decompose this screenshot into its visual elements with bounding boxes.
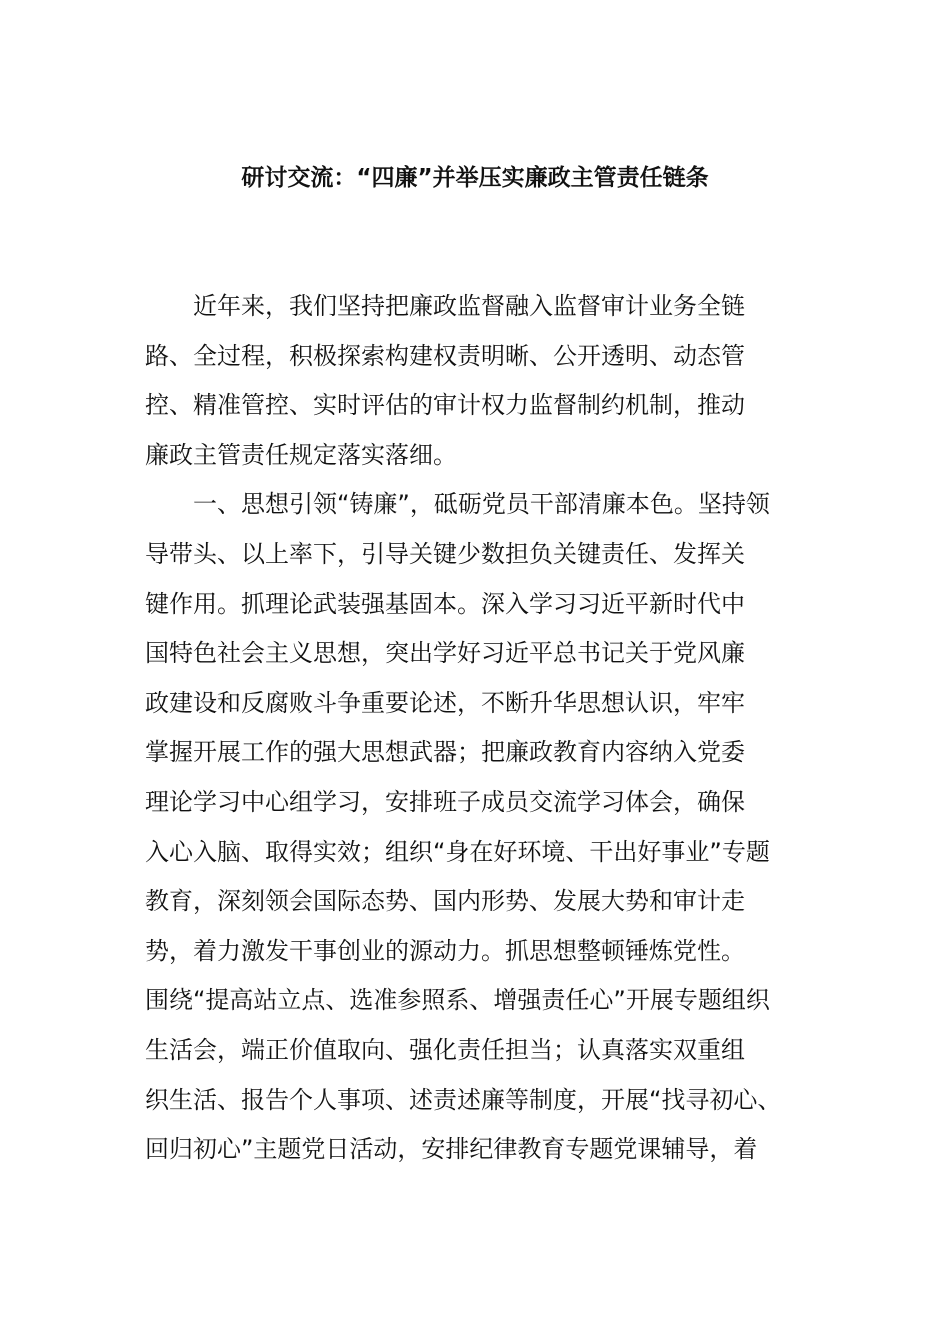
paragraph-1-line: 控、精准管控、实时评估的审计权力监督制约机制，推动 — [145, 391, 745, 420]
paragraph-2-line: 政建设和反腐败斗争重要论述，不断升华思想认识，牢牢 — [145, 688, 745, 717]
paragraph-2-line: 教育，深刻领会国际态势、国内形势、发展大势和审计走 — [145, 887, 745, 916]
paragraph-2-line: 织生活、报告个人事项、述责述廉等制度，开展“找寻初心、 — [145, 1085, 782, 1114]
paragraph-2-line: 势，着力激发干事创业的源动力。抓思想整顿锤炼党性。 — [145, 936, 745, 965]
paragraph-2-line: 入心入脑、取得实效；组织“身在好环境、干出好事业”专题 — [145, 837, 770, 866]
paragraph-2-line: 生活会，端正价值取向、强化责任担当；认真落实双重组 — [145, 1035, 745, 1064]
paragraph-2-line: 围绕“提高站立点、选准参照系、增强责任心”开展专题组织 — [145, 986, 770, 1015]
paragraph-2-line: 掌握开展工作的强大思想武器；把廉政教育内容纳入党委 — [145, 738, 745, 767]
paragraph-2-line: 导带头、以上率下，引导关键少数担负关键责任、发挥关 — [145, 539, 745, 568]
paragraph-2-line: 理论学习中心组学习，安排班子成员交流学习体会，确保 — [145, 787, 745, 816]
paragraph-2-line: 回归初心”主题党日活动，安排纪律教育专题党课辅导，着 — [145, 1135, 758, 1164]
paragraph-1-line: 近年来，我们坚持把廉政监督融入监督审计业务全链 — [193, 292, 745, 320]
document-body — [145, 282, 805, 1175]
paragraph-1-line: 廉政主管责任规定落实落细。 — [145, 440, 457, 469]
document-title: 研讨交流：“四廉”并举压实廉政主管责任链条 — [241, 165, 709, 191]
paragraph-2-line: 键作用。抓理论武装强基固本。深入学习习近平新时代中 — [145, 589, 745, 618]
paragraph-2-line: 一、思想引领“铸廉”，砥砺党员干部清廉本色。坚持领 — [193, 490, 770, 519]
paragraph-1-line: 路、全过程，积极探索构建权责明晰、公开透明、动态管 — [145, 341, 745, 370]
paragraph-2-line: 国特色社会主义思想，突出学好习近平总书记关于党风廉 — [145, 639, 745, 668]
